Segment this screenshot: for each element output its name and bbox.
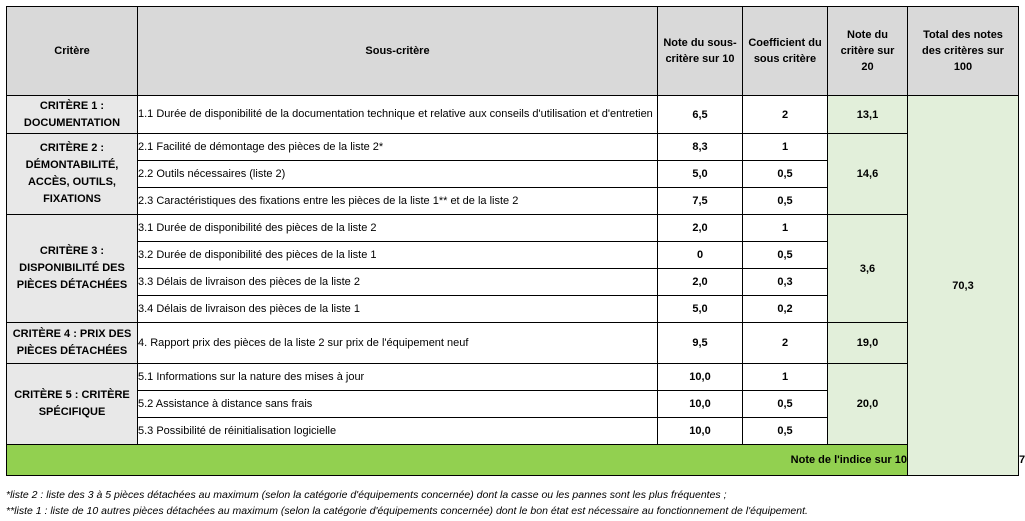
- header-coefficient: Coefficient du sous critère: [743, 7, 828, 96]
- criterion-1-label: CRITÈRE 1 : DOCUMENTATION: [7, 96, 138, 134]
- subcriterion-3-4: 3.4 Délais de livraison des pièces de la liste 1: [138, 296, 658, 323]
- final-score-label: Note de l'indice sur 10: [7, 445, 908, 476]
- note20-criterion-2: 14,6: [828, 134, 908, 215]
- note20-criterion-4: 19,0: [828, 323, 908, 364]
- header-sous-critere: Sous-critère: [138, 7, 658, 96]
- note-3-2: 0: [658, 242, 743, 269]
- subcriterion-2-2: 2.2 Outils nécessaires (liste 2): [138, 161, 658, 188]
- subcriterion-1-1: 1.1 Durée de disponibilité de la documentation technique et relative aux conseils d'utilisation et d'entretien: [138, 96, 658, 134]
- subcriterion-2-1: 2.1 Facilité de démontage des pièces de la liste 2*: [138, 134, 658, 161]
- repairability-table: Critère Sous-critère Note du sous-critère sur 10 Coefficient du sous critère Note du critère sur 20 Total des notes des critères sur 100 CRITÈRE 1 : DOCUMENTATION 1.1 Durée de disponibilité de la documentation technique et relative aux conseils d'utilisation et d'entretien 6,5 2 13,1 70,3 CRITÈRE 2 : DÉMONTABILITÉ, ACCÈS, OUTILS, FIXATIONS 2.1 Facilité de démontage des pièces de la liste 2* 8,3 1 14,6 2.2 Outils nécessaires (liste 2) 5,0 0,5 2.3 Caractéristiques des fixations entre les pièces de la liste 1** et de la liste 2 7,5 0,5 CRITÈRE 3 : DISPONIBILITÉ DES PIÈCES DÉTACHÉES 3.1 Durée de disponibilité des pièces de la liste 2 2,0 1 3,6 3.2 Durée de disponibilité des pièces de la liste 1 0 0,5 3.3 Délais de livraison des pièces de la liste 2 2,0 0,3 3.4 Délais de livraison des pièces de la liste 1 5,0 0,2 CRITÈRE 4 : PRIX DES PIÈCES DÉTACHÉES 4. Rapport prix des pièces de la liste 2 sur prix de l'équipement neuf 9,5 2 19,0 CRITÈRE 5 : CRITÈRE SPÉCIFIQUE 5.1 Informations sur la nature des mises à jour 10,0 1 20,0 5.2 Assistance à distance sans frais 10,0 0,5 5.3 Possibilité de réinitialisation logicielle 10,0 0,5 Note de l'indice sur 10 7: [6, 6, 1019, 476]
- subcriterion-5-1: 5.1 Informations sur la nature des mises à jour: [138, 364, 658, 391]
- subcriterion-4: 4. Rapport prix des pièces de la liste 2 sur prix de l'équipement neuf: [138, 323, 658, 364]
- subcriterion-3-3: 3.3 Délais de livraison des pièces de la liste 2: [138, 269, 658, 296]
- note-4: 9,5: [658, 323, 743, 364]
- note-2-3: 7,5: [658, 188, 743, 215]
- note-3-1: 2,0: [658, 215, 743, 242]
- coef-5-2: 0,5: [743, 391, 828, 418]
- note20-criterion-1: 13,1: [828, 96, 908, 134]
- note-2-1: 8,3: [658, 134, 743, 161]
- note-5-3: 10,0: [658, 418, 743, 445]
- criterion-5-label: CRITÈRE 5 : CRITÈRE SPÉCIFIQUE: [7, 364, 138, 445]
- coef-3-3: 0,3: [743, 269, 828, 296]
- criterion-4-label: CRITÈRE 4 : PRIX DES PIÈCES DÉTACHÉES: [7, 323, 138, 364]
- note20-criterion-5: 20,0: [828, 364, 908, 445]
- header-critere: Critère: [7, 7, 138, 96]
- coef-3-4: 0,2: [743, 296, 828, 323]
- footnote-liste-1: **liste 1 : liste de 10 autres pièces détachées au maximum (selon la catégorie d'équipements concernée) dont le bon état est nécessaire au fonctionnement de l'équipement.: [6, 505, 808, 517]
- note-5-1: 10,0: [658, 364, 743, 391]
- coef-2-3: 0,5: [743, 188, 828, 215]
- coef-2-2: 0,5: [743, 161, 828, 188]
- criterion-2-label: CRITÈRE 2 : DÉMONTABILITÉ, ACCÈS, OUTILS, FIXATIONS: [7, 134, 138, 215]
- subcriterion-5-3: 5.3 Possibilité de réinitialisation logicielle: [138, 418, 658, 445]
- note-3-3: 2,0: [658, 269, 743, 296]
- coef-5-3: 0,5: [743, 418, 828, 445]
- note20-criterion-3: 3,6: [828, 215, 908, 323]
- note-3-4: 5,0: [658, 296, 743, 323]
- coef-3-2: 0,5: [743, 242, 828, 269]
- footnote-liste-2: *liste 2 : liste des 3 à 5 pièces détachées au maximum (selon la catégorie d'équipements concernée) dont la casse ou les pannes sont les plus fréquentes ;: [6, 489, 727, 501]
- coef-1-1: 2: [743, 96, 828, 134]
- footnotes: [6, 487, 808, 519]
- subcriterion-2-3: 2.3 Caractéristiques des fixations entre les pièces de la liste 1** et de la liste 2: [138, 188, 658, 215]
- subcriterion-3-1: 3.1 Durée de disponibilité des pièces de la liste 2: [138, 215, 658, 242]
- header-total-sur-100: Total des notes des critères sur 100: [908, 7, 1019, 96]
- note-1-1: 6,5: [658, 96, 743, 134]
- coef-4: 2: [743, 323, 828, 364]
- header-note-sur-20: Note du critère sur 20: [828, 7, 908, 96]
- coef-2-1: 1: [743, 134, 828, 161]
- note-5-2: 10,0: [658, 391, 743, 418]
- coef-3-1: 1: [743, 215, 828, 242]
- criterion-3-label: CRITÈRE 3 : DISPONIBILITÉ DES PIÈCES DÉTACHÉES: [7, 215, 138, 323]
- note-2-2: 5,0: [658, 161, 743, 188]
- subcriterion-3-2: 3.2 Durée de disponibilité des pièces de la liste 1: [138, 242, 658, 269]
- total-sur-100: 70,3: [908, 96, 1019, 476]
- header-note-sur-10: Note du sous-critère sur 10: [658, 7, 743, 96]
- subcriterion-5-2: 5.2 Assistance à distance sans frais: [138, 391, 658, 418]
- coef-5-1: 1: [743, 364, 828, 391]
